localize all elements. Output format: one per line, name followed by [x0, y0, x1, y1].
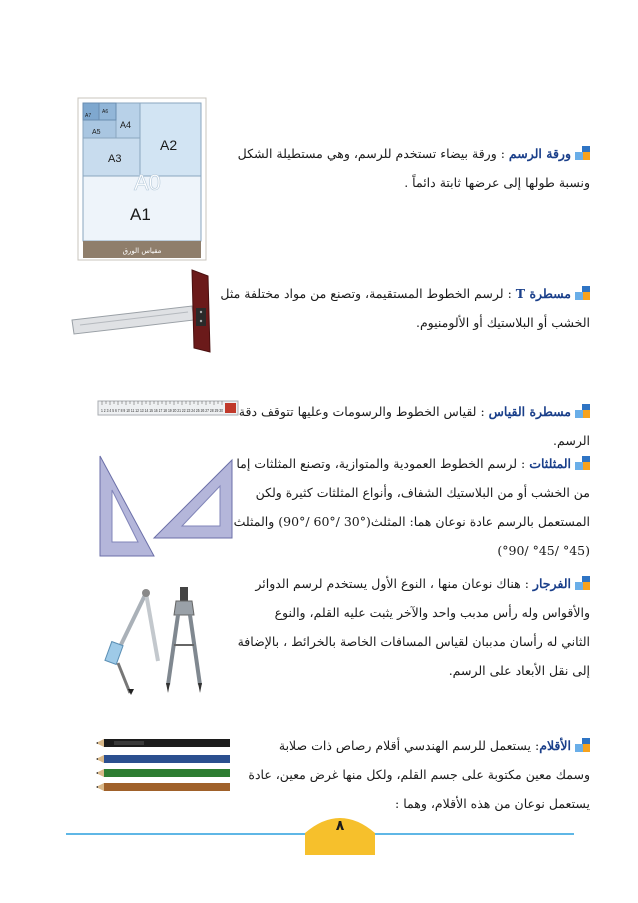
footer-rule-left — [66, 833, 306, 835]
page-number: ٨ — [335, 818, 345, 834]
section-line — [220, 279, 590, 308]
section-text: : لقياس الخطوط والرسومات وعليها تتوقف دقة — [238, 404, 489, 419]
section-term: مسطرة T — [515, 286, 571, 301]
t-square-figure — [70, 268, 220, 358]
measuring-ruler-figure — [98, 400, 238, 416]
section-line: ونسبة طولها إلى عرضها ثابتة دائماً . — [404, 175, 590, 190]
section-pencils — [248, 731, 590, 818]
section-text: : ورقة بيضاء تستخدم للرسم، وهي مستطيلة الشكل — [237, 146, 509, 161]
section-line — [237, 139, 590, 168]
pencils-figure — [94, 737, 242, 795]
section-line: الرسم. — [553, 433, 590, 448]
section-line: المستعمل بالرسم عادة نوعان هما: المثلث(°30 /°60 /°90) والمثلث — [233, 514, 590, 529]
section-line: من الخشب أو من البلاستيك الشفاف، وأنواع المثلثات كثيرة ولكن — [255, 485, 590, 500]
section-text: : هناك نوعان منها ، النوع الأول يستخدم لرسم الدوائر — [255, 576, 533, 591]
section-term: مسطرة القياس — [488, 404, 571, 419]
set-squares-figure — [82, 452, 242, 560]
paper-size-a5: A5 — [92, 129, 101, 136]
paper-size-a2: A2 — [160, 137, 178, 153]
section-drawing-paper — [237, 139, 590, 197]
section-line: والأقواس وله رأس مدبب واحد والآخر يثبت عليه القلم، والنوع — [274, 605, 590, 620]
bullet-square-icon — [575, 146, 590, 160]
section-text: : لرسم الخطوط العمودية والمتوازية، وتصنع المثلثات إما — [236, 456, 530, 471]
bullet-square-icon — [575, 404, 590, 418]
section-compass — [237, 569, 590, 685]
bullet-square-icon — [575, 456, 590, 470]
bullet-square-icon — [575, 738, 590, 752]
section-line: وسمك معين مكتوبة على جسم القلم، ولكل منها غرض معين، عادة — [248, 767, 590, 782]
bullet-square-icon — [575, 286, 590, 300]
section-text: : يستعمل للرسم الهندسي أقلام رصاص ذات صلابة — [278, 738, 540, 753]
compasses-figure — [94, 585, 234, 697]
section-set-squares — [233, 449, 590, 565]
paper-size-a1: A1 — [130, 205, 151, 224]
section-term: الفرجار — [532, 576, 571, 591]
section-term: ورقة الرسم — [508, 146, 571, 161]
paper-size-a7: A7 — [85, 113, 92, 119]
section-line: يستعمل نوعان من هذه الأقلام، وهما : — [395, 796, 590, 811]
paper-size-a3: A3 — [108, 153, 122, 165]
paper-size-a4: A4 — [120, 120, 132, 130]
section-term: المثلثات — [529, 456, 571, 471]
section-line — [238, 397, 590, 426]
footer-rule-right — [374, 833, 574, 835]
paper-size-caption: مقياس الورق — [122, 247, 162, 255]
section-line: الثاني له رأسان مدببان لقياس المسافات الخاصة بالخرائط ، بالإضافة — [237, 634, 590, 649]
section-text: : لرسم الخطوط المستقيمة، وتصنع من مواد مختلفة مثل — [220, 286, 516, 301]
section-measuring-ruler — [238, 397, 590, 455]
section-term: الأقلام — [539, 738, 571, 753]
section-t-square — [220, 279, 590, 337]
section-line: إلى نقل الأبعاد على الرسم. — [448, 663, 590, 678]
section-line: (°45 /°45 /°90) — [497, 543, 590, 558]
paper-sizes-figure — [78, 98, 206, 260]
section-line: الخشب أو البلاستيك أو الألومنيوم. — [415, 315, 590, 330]
section-line — [278, 731, 590, 760]
section-line — [255, 569, 590, 598]
paper-size-a6: A6 — [102, 109, 109, 115]
bullet-square-icon — [575, 576, 590, 590]
section-line — [236, 449, 590, 478]
paper-size-a0: A0 — [134, 170, 161, 195]
ruler-digits: 1 2 3 4 5 6 7 8 9 10 11 12 13 14 15 16 17 18 19 20 21 22 23 24 25 26 27 28 29 30 — [101, 408, 224, 413]
